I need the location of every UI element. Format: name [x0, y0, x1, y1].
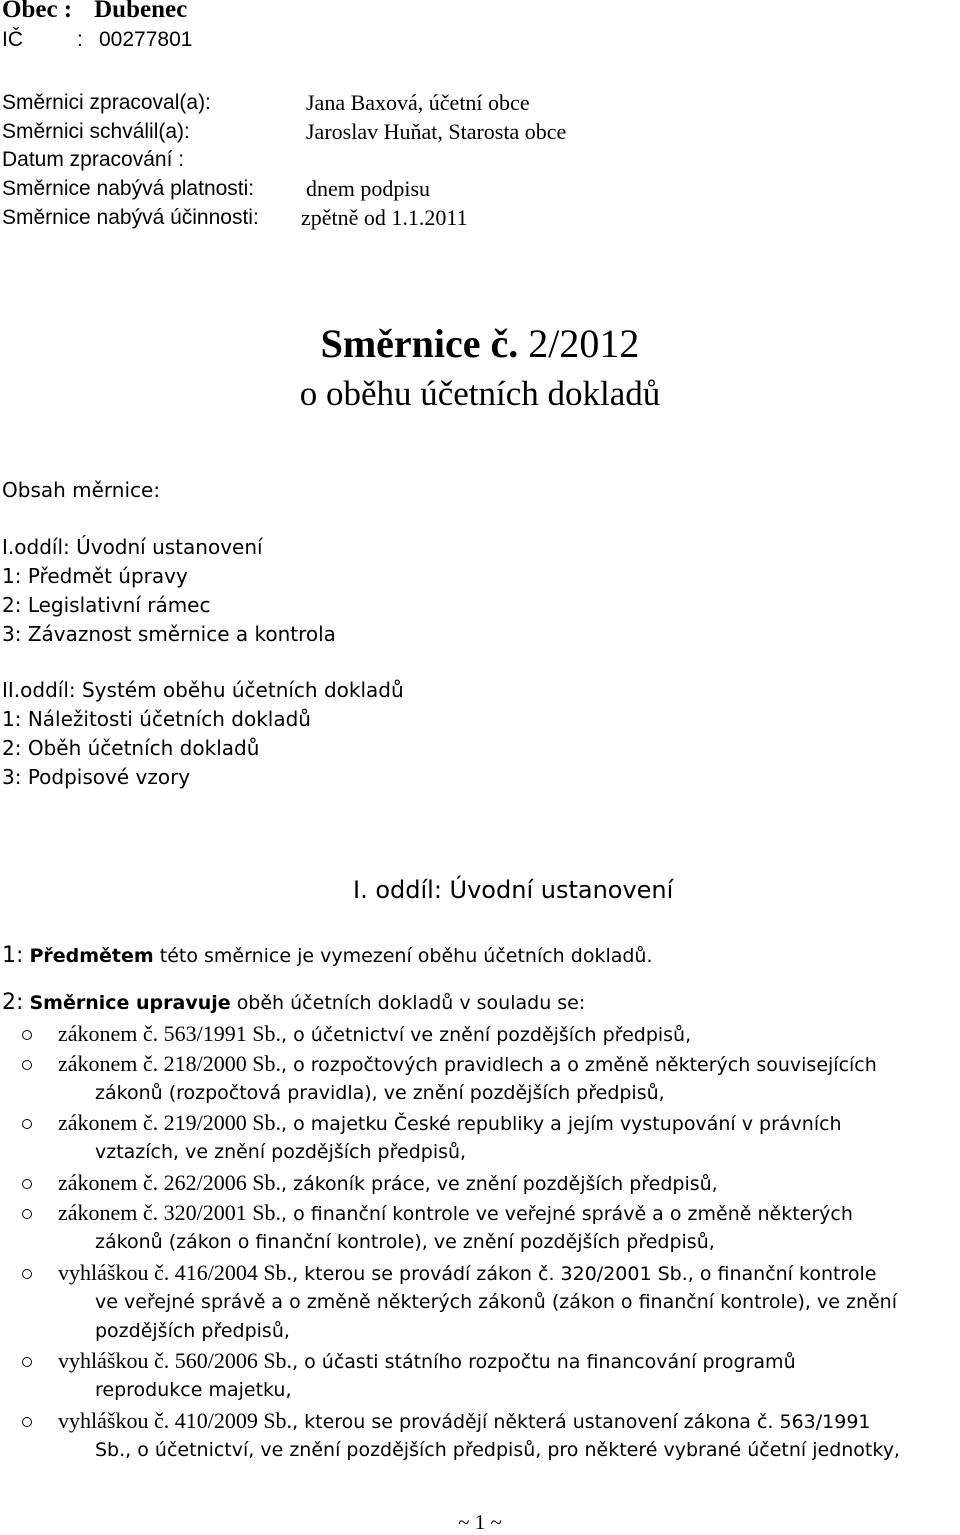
- list-item: [58, 1348, 796, 1374]
- bullet-icon: [22, 1209, 32, 1219]
- directive-number: 2/2012: [528, 321, 640, 366]
- directive-title-prefix: Směrnice č.: [320, 321, 519, 366]
- continuation-text: pozdějších předpisů,: [95, 1320, 290, 1342]
- list-item: [58, 1021, 691, 1047]
- paragraph-number: 1:: [2, 943, 24, 968]
- paragraph-bold: Předmětem: [29, 945, 154, 967]
- ic-line: [2, 28, 192, 52]
- toc-item: 1: Předmět úpravy: [2, 564, 188, 588]
- law-reference: zákonem č. 218/2000 Sb.: [58, 1051, 282, 1076]
- meta-value-validity: dnem podpisu: [306, 176, 431, 201]
- section-heading: I. oddíl: Úvodní ustanovení: [353, 876, 674, 904]
- municipality-label: Obec :: [2, 0, 73, 23]
- law-reference: vyhláškou č. 416/2004 Sb.: [58, 1260, 293, 1285]
- meta-value-processed: Jana Baxová, účetní obce: [306, 90, 530, 115]
- bullet-icon: [22, 1179, 32, 1189]
- bullet-icon: [22, 1417, 32, 1427]
- law-description: , zákoník práce, ve znění pozdějších předpisů,: [281, 1173, 718, 1195]
- municipality-line: [2, 0, 187, 24]
- toc-item: 1: Náležitosti účetních dokladů: [2, 707, 311, 731]
- toc-item: 2: Oběh účetních dokladů: [2, 736, 260, 760]
- law-description: , o účetnictví ve znění pozdějších předpisů,: [281, 1024, 692, 1046]
- list-item: [58, 1200, 853, 1226]
- law-description: , o finanční kontrole ve veřejné správě a o změně některých: [281, 1203, 853, 1225]
- list-item-continuation: [95, 1437, 900, 1462]
- directive-subtitle: o oběhu účetních dokladů: [299, 374, 661, 413]
- ic-separator: :: [77, 28, 83, 51]
- law-description: , kterou se provádějí některá ustanovení zákona č. 563/1991: [292, 1411, 871, 1433]
- paragraph-number: 2:: [2, 990, 24, 1015]
- law-reference: vyhláškou č. 410/2009 Sb.: [58, 1408, 293, 1433]
- list-item-continuation: [95, 1377, 292, 1402]
- continuation-text: zákonů (zákon o finanční kontrole), ve znění pozdějších předpisů,: [95, 1231, 715, 1253]
- continuation-text: Sb., o účetnictví, ve znění pozdějších předpisů, pro některé vybrané účetní jednotky,: [95, 1439, 900, 1461]
- toc-heading: Obsah měrnice:: [2, 478, 161, 502]
- ic-label-text: IČ: [2, 28, 23, 51]
- list-item: [58, 1260, 876, 1286]
- meta-label-processed: Směrnici zpracoval(a):: [2, 91, 211, 114]
- ic-value: 00277801: [99, 28, 193, 51]
- paragraph-1: [2, 943, 653, 968]
- toc-item: 2: Legislativní rámec: [2, 593, 211, 617]
- municipality-name: Dubenec: [94, 0, 188, 23]
- law-reference: zákonem č. 219/2000 Sb.: [58, 1110, 282, 1135]
- continuation-text: reprodukce majetku,: [95, 1379, 292, 1401]
- law-reference: vyhláškou č. 560/2006 Sb.: [58, 1348, 293, 1373]
- law-description: , o účasti státního rozpočtu na financování programů: [292, 1351, 796, 1373]
- list-item-continuation: [95, 1080, 665, 1105]
- list-item: [58, 1170, 718, 1196]
- list-item-continuation: [95, 1139, 466, 1164]
- list-item: [58, 1408, 871, 1434]
- bullet-icon: [22, 1269, 32, 1279]
- law-reference: zákonem č. 563/1991 Sb.: [58, 1021, 282, 1046]
- paragraph-bold: Směrnice upravuje: [29, 992, 231, 1014]
- paragraph-text: této směrnice je vymezení oběhu účetních dokladů.: [159, 945, 653, 967]
- list-item: [58, 1051, 877, 1077]
- bullet-icon: [22, 1060, 32, 1070]
- toc-section-2: II.oddíl: Systém oběhu účetních dokladů: [2, 678, 404, 702]
- toc-section-1: I.oddíl: Úvodní ustanovení: [2, 535, 263, 559]
- paragraph-text: oběh účetních dokladů v souladu se:: [236, 992, 586, 1014]
- continuation-text: ve veřejné správě a o změně některých zákonů (zákon o finanční kontrole), ve znění: [95, 1291, 898, 1313]
- law-description: , kterou se provádí zákon č. 320/2001 Sb., o finanční kontrole: [292, 1263, 877, 1285]
- list-item-continuation: [95, 1289, 897, 1314]
- bullet-icon: [22, 1357, 32, 1367]
- meta-label-validity: Směrnice nabývá platnosti:: [2, 177, 255, 200]
- list-item-continuation: [95, 1229, 715, 1254]
- bullet-icon: [22, 1030, 32, 1040]
- list-item: [58, 1110, 842, 1136]
- meta-value-effect: zpětně od 1.1.2011: [301, 205, 468, 230]
- paragraph-2: [2, 990, 585, 1015]
- meta-value-approved: Jaroslav Huňat, Starosta obce: [306, 119, 567, 144]
- law-description: , o rozpočtových pravidlech a o změně některých souvisejících: [281, 1054, 877, 1076]
- meta-label-date: Datum zpracování :: [2, 148, 185, 171]
- law-reference: zákonem č. 262/2006 Sb.: [58, 1170, 282, 1195]
- bullet-icon: [22, 1119, 32, 1129]
- law-reference: zákonem č. 320/2001 Sb.: [58, 1200, 282, 1225]
- law-description: , o majetku České republiky a jejím vystupování v právních: [281, 1113, 842, 1135]
- toc-item: 3: Podpisové vzory: [2, 765, 191, 789]
- continuation-text: vztazích, ve znění pozdějších předpisů,: [95, 1141, 467, 1163]
- list-item-continuation: [95, 1318, 290, 1343]
- toc-item: 3: Závaznost směrnice a kontrola: [2, 622, 336, 646]
- directive-title: [0, 320, 960, 367]
- ic-label: [2, 28, 83, 52]
- continuation-text: zákonů (rozpočtová pravidla), ve znění pozdějších předpisů,: [95, 1082, 665, 1104]
- page-number: ~ 1 ~: [458, 1510, 502, 1534]
- meta-label-effect: Směrnice nabývá účinnosti:: [2, 206, 259, 229]
- meta-label-approved: Směrnici schválil(a):: [2, 120, 190, 143]
